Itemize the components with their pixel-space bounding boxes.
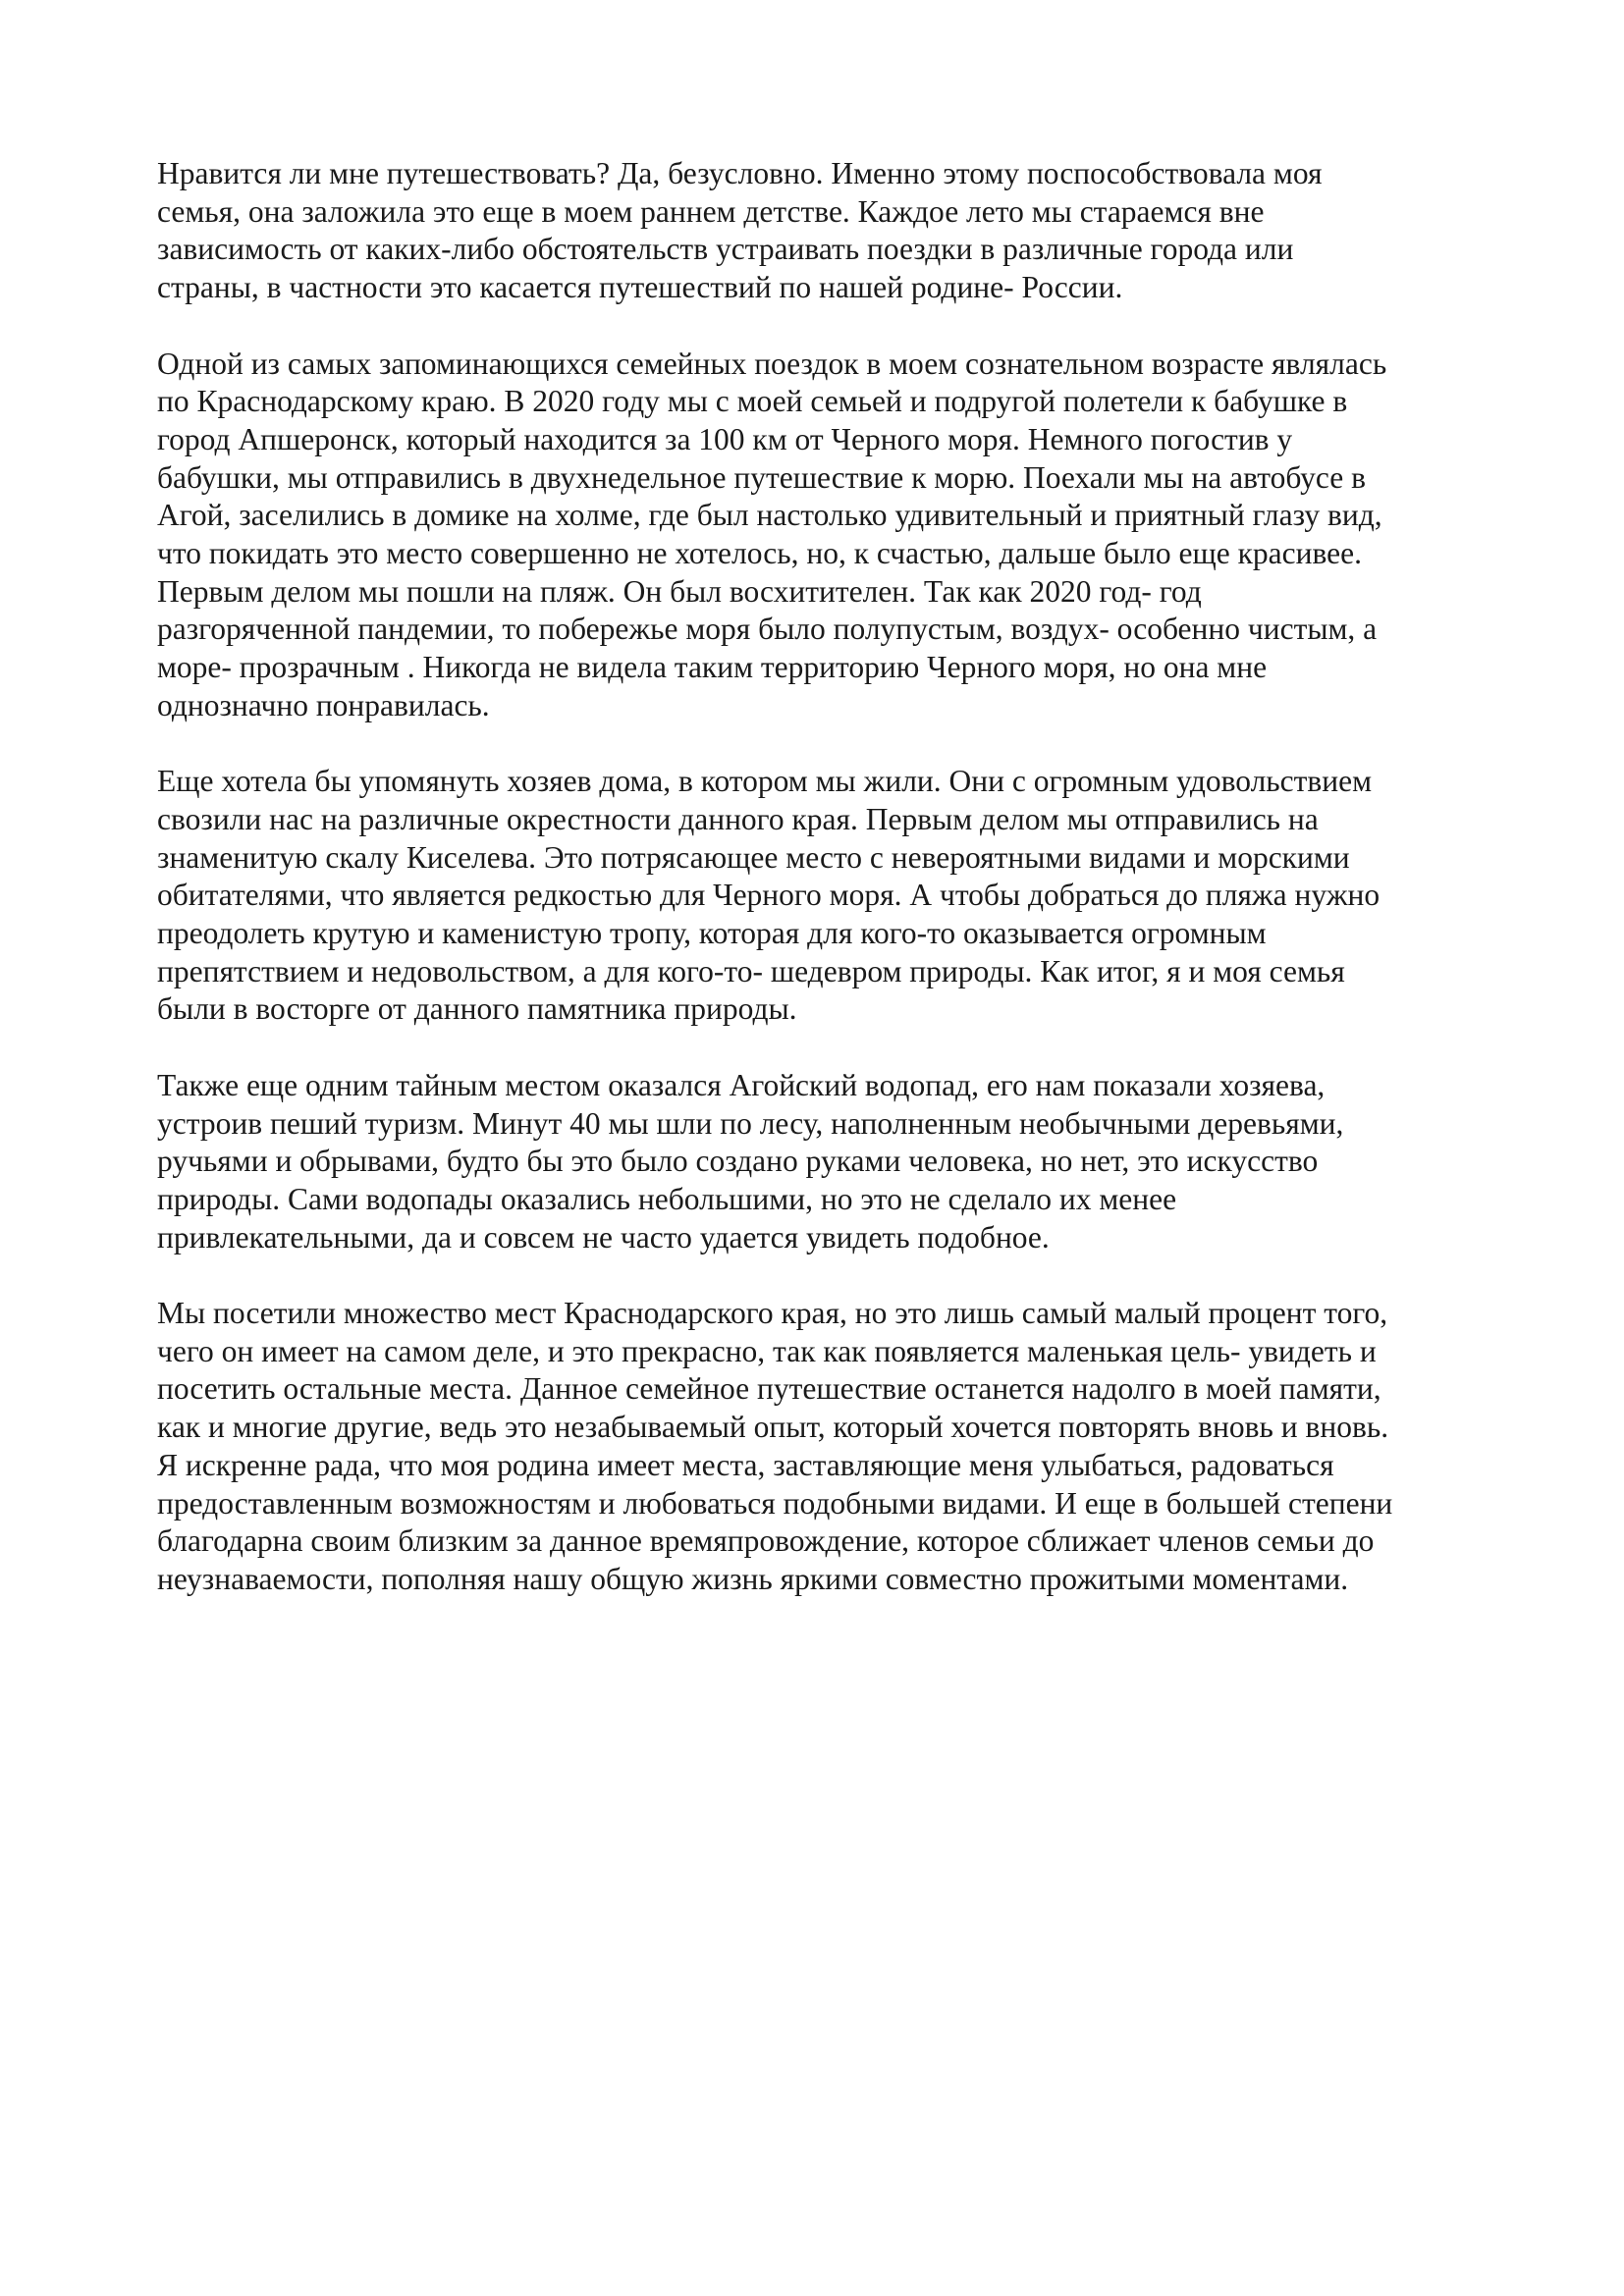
- paragraph: [157, 1295, 1492, 1599]
- text-line: зависимость от каких-либо обстоятельств устраивать поездки в различные города или: [157, 232, 1294, 267]
- text-line: Мы посетили множество мест Краснодарского края, но это лишь самый малый процент того,: [157, 1296, 1388, 1331]
- text-line: Нравится ли мне путешествовать? Да, безусловно. Именно этому поспособствовала моя: [157, 156, 1323, 190]
- text-line: Я искренне рада, что моя родина имеет места, заставляющие меня улыбаться, радоваться: [157, 1447, 1334, 1482]
- text-line: ручьями и обрывами, будто бы это было создано руками человека, но нет, это искусство: [157, 1144, 1319, 1179]
- text-line: Агой, заселились в домике на холме, где был настолько удивительный и приятный глазу вид,: [157, 498, 1382, 533]
- text-line: посетить остальные места. Данное семейное путешествие останется надолго в моей памяти,: [157, 1371, 1381, 1407]
- paragraph: [157, 155, 1492, 307]
- text-line: по Краснодарскому краю. В 2020 году мы с моей семьей и подругой полетели к бабушке в: [157, 384, 1348, 419]
- text-line: предоставленным возможностям и любоваться подобными видами. И еще в большей степени: [157, 1485, 1393, 1521]
- document-body: [157, 155, 1492, 1599]
- text-line: неузнаваемости, пополняя нашу общую жизнь яркими совместно прожитыми моментами.: [157, 1561, 1349, 1596]
- text-line: как и многие другие, ведь это незабываемый опыт, который хочется повторять вновь и вновь.: [157, 1410, 1389, 1445]
- text-line: бабушки, мы отправились в двухнедельное путешествие к морю. Поехали мы на автобусе в: [157, 459, 1367, 495]
- text-line: разгоряченной пандемии, то побережье моря было полупустым, воздух- особенно чистым, а: [157, 612, 1378, 647]
- text-line: природы. Сами водопады оказались небольшими, но это не сделало их менее: [157, 1181, 1177, 1216]
- text-line: были в восторге от данного памятника природы.: [157, 991, 797, 1027]
- text-line: однозначно понравилась.: [157, 687, 490, 722]
- text-line: устроив пеший туризм. Минут 40 мы шли по лесу, наполненным необычными деревьями,: [157, 1105, 1344, 1141]
- text-line: знаменитую скалу Киселева. Это потрясающее место с невероятными видами и морскими: [157, 839, 1350, 875]
- text-line: препятствием и недовольством, а для кого-то- шедевром природы. Как итог, я и моя семья: [157, 953, 1345, 988]
- text-line: что покидать это место совершенно не хотелось, но, к счастью, дальше было еще красивее.: [157, 536, 1362, 571]
- text-line: Одной из самых запоминающихся семейных поездок в моем сознательном возрасте являлась: [157, 346, 1387, 381]
- paragraph: [157, 1067, 1492, 1257]
- paragraph: [157, 763, 1492, 1029]
- text-line: город Апшеронск, который находится за 100 км от Черного моря. Немного погостив у: [157, 421, 1293, 456]
- text-line: море- прозрачным . Никогда не видела таким территорию Черного моря, но она мне: [157, 650, 1268, 685]
- text-line: семья, она заложила это еще в моем раннем детстве. Каждое лето мы стараемся вне: [157, 193, 1265, 229]
- text-line: благодарна своим близким за данное времяпровождение, которое сближает членов семьи до: [157, 1523, 1375, 1559]
- text-line: страны, в частности это касается путешествий по нашей родине- России.: [157, 270, 1123, 305]
- paragraph: [157, 346, 1492, 725]
- text-line: обитателями, что является редкостью для Черного моря. А чтобы добраться до пляжа нужно: [157, 878, 1380, 913]
- text-line: свозили нас на различные окрестности данного края. Первым делом мы отправились на: [157, 801, 1319, 836]
- text-line: привлекательными, да и совсем не часто удается увидеть подобное.: [157, 1219, 1050, 1255]
- text-line: преодолеть крутую и каменистую тропу, которая для кого-то оказывается огромным: [157, 916, 1267, 951]
- text-line: чего он имеет на самом деле, и это прекрасно, так как появляется маленькая цель- увидеть и: [157, 1333, 1377, 1368]
- text-line: Также еще одним тайным местом оказался Агойский водопад, его нам показали хозяева,: [157, 1067, 1326, 1102]
- text-line: Еще хотела бы упомянуть хозяев дома, в котором мы жили. Они с огромным удовольствием: [157, 764, 1373, 799]
- text-line: Первым делом мы пошли на пляж. Он был восхитителен. Так как 2020 год- год: [157, 573, 1202, 609]
